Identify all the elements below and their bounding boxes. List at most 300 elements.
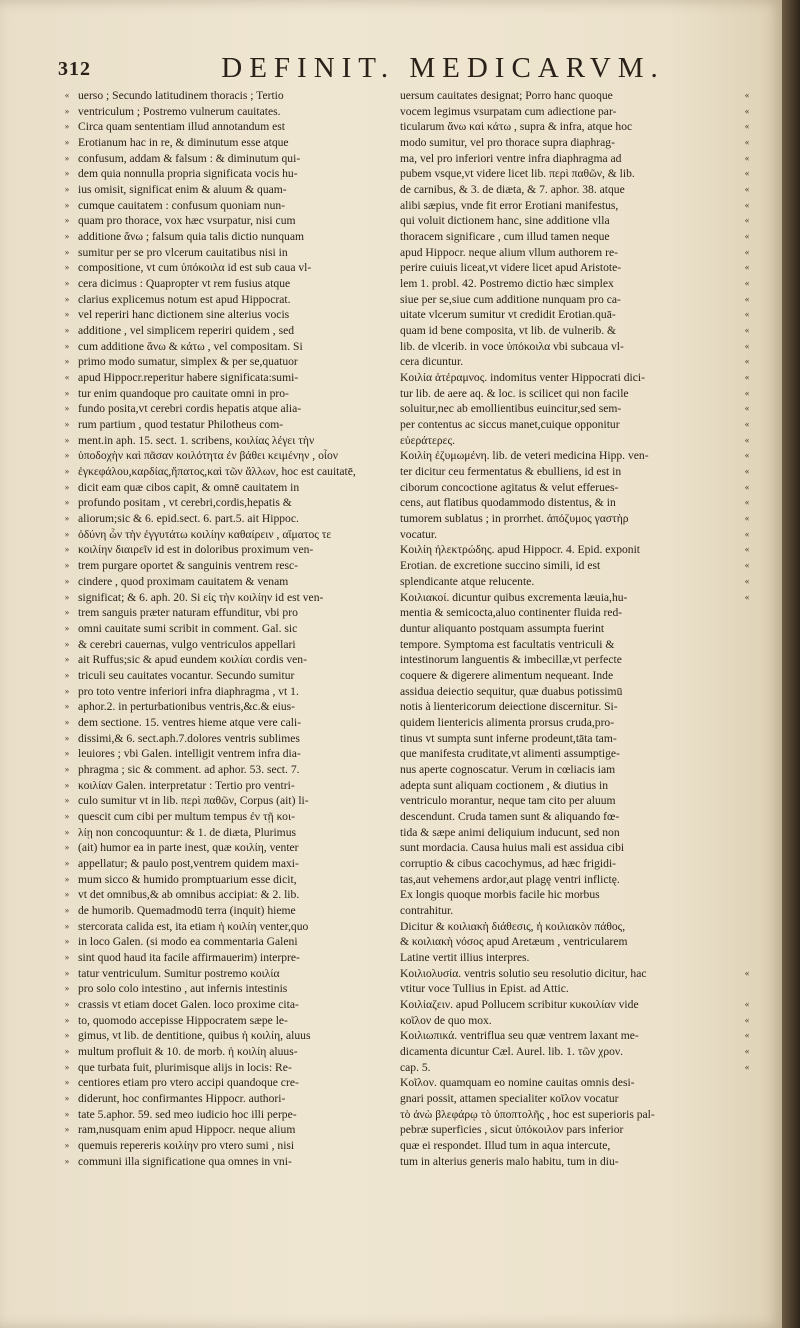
quotation-mark: «: [744, 231, 750, 242]
line-text: Κοιλίαζειν. apud Pollucem scribitur κυκοιλίαν vide: [400, 997, 639, 1011]
quotation-mark: »: [64, 466, 70, 477]
line-text: cera dicuntur.: [400, 355, 464, 369]
line-text: κοιλίην διαιρεῖν id est in doloribus proximum ven-: [78, 543, 314, 557]
right-column-text-line: [398, 574, 754, 590]
right-column-text-line: [398, 229, 754, 245]
quotation-mark: «: [744, 325, 750, 336]
left-column-text-line: [56, 809, 390, 825]
right-column-text-line: [398, 558, 754, 574]
quotation-mark: »: [64, 560, 70, 571]
quotation-mark: »: [64, 137, 70, 148]
line-text: Κοιλιωπικά. ventriflua seu quæ ventrem laxant me-: [400, 1029, 639, 1043]
line-text: soluitur,nec ab emollientibus euincitur,sed sem-: [400, 402, 622, 416]
line-text: cindere , quod proximam cauitatem & venam: [78, 574, 289, 588]
line-text: ma, vel pro inferiori ventre infra diaphragma ad: [400, 151, 622, 165]
quotation-mark: »: [64, 983, 70, 994]
left-column-text-line: [56, 213, 390, 229]
left-column-text-line: [56, 1138, 390, 1154]
quotation-mark: »: [64, 231, 70, 242]
left-column-text-line: [56, 793, 390, 809]
line-text: thoracem significare , cum illud tamen neque: [400, 230, 610, 244]
right-column-text-line: [398, 339, 754, 355]
line-text: ment.in aph. 15. sect. 1. scribens, κοιλίας λέγει τὴν: [78, 433, 315, 447]
line-text: fundo posita,vt cerebri cordis hepatis atque alia-: [78, 402, 302, 416]
quotation-mark: »: [64, 387, 70, 398]
quotation-mark: «: [744, 450, 750, 461]
right-column-text-line: [398, 856, 754, 872]
quotation-mark: »: [64, 105, 70, 116]
right-column-text-line: [398, 276, 754, 292]
line-text: ἐγκεφάλου,καρδίας,ἥπατος,καὶ τῶν ἄλλων, hoc est cauitatē,: [78, 465, 356, 479]
right-column-text-line: [398, 307, 754, 323]
quotation-mark: »: [64, 1045, 70, 1056]
line-text: Ex longis quoque morbis facile hic morbus: [400, 888, 600, 902]
left-column-text-line: [56, 1091, 390, 1107]
line-text: cumque cauitatem : confusum quoniam nun-: [78, 198, 286, 212]
line-text: & cerebri cauernas, vulgo ventriculos appellari: [78, 637, 296, 651]
right-column-text-line: [398, 950, 754, 966]
line-text: tum in alterius generis malo habitu, tum in diu-: [400, 1154, 619, 1168]
left-column-text-line: [56, 856, 390, 872]
quotation-mark: »: [64, 184, 70, 195]
line-text: contrahitur.: [400, 903, 454, 917]
left-column-text-line: [56, 151, 390, 167]
right-column-text-line: [398, 182, 754, 198]
left-column-text-line: [56, 558, 390, 574]
left-column-text-line: [56, 417, 390, 433]
line-text: ventriculo morantur, neque tam cito per aluum: [400, 794, 616, 808]
quotation-mark: »: [64, 591, 70, 602]
book-spine-edge: [782, 0, 800, 1328]
line-text: Dicitur & κοιλιακὴ διάθεσις, ἡ κοιλιακὸν πάθος,: [400, 919, 626, 933]
quotation-mark: «: [744, 1030, 750, 1041]
line-text: apud Hippocr.reperitur habere significata:sumi-: [78, 371, 299, 385]
right-column-text-line: [398, 323, 754, 339]
line-text: to, quomodo accepisse Hippocratem sæpe le-: [78, 1013, 288, 1027]
line-text: intestinorum languentis & imbecillæ,vt perfecte: [400, 653, 622, 667]
quotation-mark: »: [64, 998, 70, 1009]
line-text: Circa quam sententiam illud annotandum est: [78, 120, 286, 134]
line-text: per contentus ac siccus manet,cuique opponitur: [400, 418, 620, 432]
quotation-mark: »: [64, 1014, 70, 1025]
quotation-mark: »: [64, 246, 70, 257]
left-column-text-line: [56, 245, 390, 261]
line-text: ὀδύνη ὧν τὴν ἐγγυτάτω κοιλίην καθαίρειν , αἵματος τε: [78, 527, 332, 541]
right-column-text-line: [398, 1107, 754, 1123]
line-text: sunt mordacia. Causa huius mali est assidua cibi: [400, 841, 625, 855]
right-column-text-line: [398, 872, 754, 888]
left-column-text-line: [56, 182, 390, 198]
right-column-text-line: [398, 919, 754, 935]
line-text: de humorib. Quemadmodū terra (inquit) hieme: [78, 903, 296, 917]
left-column-text-line: [56, 731, 390, 747]
right-column-text-line: [398, 966, 754, 982]
left-column-text-line: [56, 746, 390, 762]
left-column-text-line: [56, 934, 390, 950]
left-column-text-line: [56, 840, 390, 856]
quotation-mark: »: [64, 199, 70, 210]
quotation-mark: »: [64, 262, 70, 273]
quotation-mark: »: [64, 701, 70, 712]
quotation-mark: »: [64, 1030, 70, 1041]
quotation-mark: »: [64, 795, 70, 806]
quotation-mark: «: [744, 340, 750, 351]
line-text: tumorem sublatus ; in prorrhet. ἀπόζυμος γαστὴρ: [400, 512, 629, 526]
line-text: primo modo sumatur, simplex & per se,quatuor: [78, 355, 298, 369]
line-text: tas,aut vehemens ardor,aut plagę ventri inflictę.: [400, 872, 620, 886]
quotation-mark: »: [64, 293, 70, 304]
right-column-text-line: [398, 417, 754, 433]
quotation-mark: »: [64, 669, 70, 680]
line-text: vel reperiri hanc dictionem sine alterius vocis: [78, 308, 290, 322]
left-column-text-line: [56, 574, 390, 590]
quotation-mark: «: [744, 309, 750, 320]
quotation-mark: «: [744, 528, 750, 539]
quotation-mark: »: [64, 325, 70, 336]
left-text-column: [56, 88, 390, 1169]
line-text: significat; & 6. aph. 20. Si εἰς τὴν κοιλίην id est ven-: [78, 590, 324, 604]
quotation-mark: «: [744, 137, 750, 148]
quotation-mark: »: [64, 340, 70, 351]
left-column-text-line: [56, 637, 390, 653]
quotation-mark: »: [64, 419, 70, 430]
quotation-mark: «: [744, 998, 750, 1009]
right-column-text-line: [398, 762, 754, 778]
quotation-mark: »: [64, 842, 70, 853]
left-column-text-line: [56, 104, 390, 120]
line-text: dem sectione. 15. ventres hieme atque vere cali-: [78, 715, 302, 729]
line-text: additione ἄνω ; falsum quia talis dictio nunquam: [78, 230, 304, 244]
left-column-text-line: [56, 1122, 390, 1138]
quotation-mark: »: [64, 889, 70, 900]
left-column-text-line: [56, 1060, 390, 1076]
left-column-text-line: [56, 1044, 390, 1060]
line-text: vocatur.: [400, 527, 438, 541]
left-column-text-line: [56, 1028, 390, 1044]
quotation-mark: »: [64, 763, 70, 774]
line-text: tempore. Symptoma est facultatis ventriculi &: [400, 637, 615, 651]
right-column-text-line: [398, 699, 754, 715]
right-column-text-line: [398, 1091, 754, 1107]
left-column-text-line: [56, 448, 390, 464]
quotation-mark: «: [744, 152, 750, 163]
right-column-text-line: [398, 151, 754, 167]
left-column-text-line: [56, 542, 390, 558]
left-column-text-line: [56, 135, 390, 151]
line-text: descendunt. Cruda tamen sunt & aliquando fœ-: [400, 809, 620, 823]
line-text: ὑποδοχὴν καὶ πᾶσαν κοιλότητα ἐν βάθει κειμένην , οἷον: [78, 449, 339, 463]
quotation-mark: «: [64, 372, 70, 383]
quotation-mark: «: [744, 168, 750, 179]
left-column-text-line: [56, 825, 390, 841]
quotation-mark: »: [64, 779, 70, 790]
left-column-text-line: [56, 668, 390, 684]
right-column-text-line: [398, 981, 754, 997]
quotation-mark: »: [64, 481, 70, 492]
line-text: τὸ ἀνὼ βλεφάρῳ τὸ ὑποπτολῆς , hoc est superioris pal-: [400, 1107, 655, 1121]
line-text: confusum, addam & falsum : & diminutum qui-: [78, 151, 301, 165]
right-column-text-line: [398, 668, 754, 684]
quotation-mark: «: [744, 356, 750, 367]
right-column-text-line: [398, 135, 754, 151]
quotation-mark: »: [64, 528, 70, 539]
quotation-mark: «: [744, 262, 750, 273]
left-column-text-line: [56, 229, 390, 245]
right-column-text-line: [398, 605, 754, 621]
left-column-text-line: [56, 762, 390, 778]
line-text: assidua deiectio sequitur, quæ duabus potissimū: [400, 684, 623, 698]
quotation-mark: »: [64, 936, 70, 947]
line-text: & κοιλιακὴ νόσος apud Aretæum , ventricularem: [400, 935, 628, 949]
right-column-text-line: [398, 119, 754, 135]
page-number: 312: [58, 58, 91, 80]
quotation-mark: «: [744, 246, 750, 257]
line-text: (ait) humor ea in parte inest, quæ κοιλίη, venter: [78, 841, 299, 855]
line-text: εὐεράτερες.: [400, 433, 456, 447]
left-column-text-line: [56, 621, 390, 637]
right-column-text-line: [398, 527, 754, 543]
right-column-text-line: [398, 292, 754, 308]
right-column-text-line: [398, 887, 754, 903]
line-text: omni cauitate sumi scribit in comment. Gal. sic: [78, 621, 298, 635]
quotation-mark: »: [64, 951, 70, 962]
quotation-mark: «: [744, 184, 750, 195]
right-text-column: [398, 88, 754, 1169]
right-column-text-line: [398, 684, 754, 700]
running-title: DEFINIT. MEDICARVM.: [221, 52, 665, 84]
line-text: diderunt, hoc confirmantes Hippocr. authori-: [78, 1092, 286, 1105]
line-text: tinus vt sumpta sunt inferne prodeunt,tāta tam-: [400, 731, 617, 745]
line-text: ait Ruffus;sic & apud eundem κοιλίαι cordis ven-: [78, 653, 307, 667]
quotation-mark: »: [64, 1124, 70, 1135]
left-column-text-line: [56, 590, 390, 606]
quotation-mark: »: [64, 152, 70, 163]
line-text: cum additione ἄνω & κάτω , vel compositam. Si: [78, 339, 303, 353]
quotation-mark: «: [744, 434, 750, 445]
line-text: qui voluit dictionem hanc, sine additione vlla: [400, 214, 610, 228]
line-text: coquere & digerere alimentum nequeant. Inde: [400, 668, 614, 682]
left-column-text-line: [56, 997, 390, 1013]
quotation-mark: «: [744, 575, 750, 586]
right-column-text-line: [398, 621, 754, 637]
line-text: mum sicco & humido promptuarium esse dicit,: [78, 872, 297, 886]
left-column-text-line: [56, 292, 390, 308]
right-column-text-line: [398, 245, 754, 261]
line-text: lem 1. probl. 42. Postremo dictio hæc simplex: [400, 277, 614, 291]
line-text: vt det omnibus,& ab omnibus accipiat: & 2. lib.: [78, 888, 300, 902]
line-text: vocem legimus vsurpatam cum adiectione par-: [400, 104, 617, 118]
quotation-mark: »: [64, 857, 70, 868]
quotation-mark: »: [64, 638, 70, 649]
quotation-mark: «: [744, 513, 750, 524]
line-text: quidem lientericis alimenta prorsus cruda,pro-: [400, 715, 615, 729]
line-text: perire cuiuis liceat,vt videre licet apud Aristote-: [400, 261, 622, 275]
line-text: κοῖλον de quo mox.: [400, 1013, 492, 1027]
line-text: cera dicimus : Quapropter vt rem fusius atque: [78, 277, 291, 291]
quotation-mark: »: [64, 1108, 70, 1119]
line-text: uersum cauitates designat; Porro hanc quoque: [400, 89, 613, 102]
right-column-text-line: [398, 840, 754, 856]
line-text: in loco Galen. (si modo ea commentaria Galeni: [78, 935, 298, 949]
line-text: stercorata calida est, ita etiam ἡ κοιλίη venter,quo: [78, 919, 309, 933]
line-text: mentia & semicocta,aluo continenter fluida red-: [400, 606, 623, 620]
quotation-mark: «: [744, 199, 750, 210]
quotation-mark: »: [64, 513, 70, 524]
quotation-mark: »: [64, 967, 70, 978]
left-column-text-line: [56, 527, 390, 543]
right-column-text-line: [398, 652, 754, 668]
left-column-text-line: [56, 903, 390, 919]
left-column-text-line: [56, 386, 390, 402]
line-text: pebræ superficies , sicut ὑπόκοιλον pars inferior: [400, 1123, 624, 1137]
quotation-mark: »: [64, 873, 70, 884]
line-text: Κοιλίη ἠλεκτρώδης. apud Hippocr. 4. Epid. exponit: [400, 543, 641, 557]
line-text: cap. 5.: [400, 1060, 431, 1074]
left-column-text-line: [56, 950, 390, 966]
left-column-text-line: [56, 872, 390, 888]
left-column-text-line: [56, 652, 390, 668]
line-text: ciborum concoctione agitatus & velut efferues-: [400, 480, 619, 494]
left-column-text-line: [56, 88, 390, 104]
line-text: aliorum;sic & 6. epid.sect. 6. part.5. ait Hippoc.: [78, 512, 299, 526]
right-column-text-line: [398, 104, 754, 120]
line-text: ticularum ἄνω καὶ κάτω , supra & infra, atque hoc: [400, 120, 633, 134]
left-column-text-line: [56, 370, 390, 386]
line-text: quescit cum cibi per multum tempus ἐν τῇ κοι-: [78, 809, 295, 823]
line-text: tate 5.aphor. 59. sed meo iudicio hoc illi perpe-: [78, 1107, 297, 1121]
quotation-mark: «: [744, 1061, 750, 1072]
line-text: de carnibus, & 3. de diæta, & 7. aphor. 38. atque: [400, 183, 625, 197]
line-text: que turbata fuit, plurimisque alijs in locis: Re-: [78, 1060, 292, 1074]
quotation-mark: »: [64, 748, 70, 759]
quotation-mark: »: [64, 716, 70, 727]
quotation-mark: »: [64, 403, 70, 414]
running-head: [58, 52, 768, 86]
left-column-text-line: [56, 401, 390, 417]
line-text: rum partium , quod testatur Philotheus com-: [78, 418, 284, 432]
quotation-mark: »: [64, 904, 70, 915]
quotation-mark: «: [744, 293, 750, 304]
right-column-text-line: [398, 495, 754, 511]
line-text: quam id bene composita, vt lib. de vulnerib. &: [400, 324, 617, 338]
quotation-mark: «: [744, 215, 750, 226]
quotation-mark: «: [744, 967, 750, 978]
line-text: pro solo colo intestino , aut infernis intestinis: [78, 982, 288, 996]
line-text: ius omisit, significat enim & aluum & quam-: [78, 183, 287, 197]
line-text: ventriculum ; Postremo vulnerum cauitates.: [78, 104, 281, 118]
right-column-text-line: [398, 637, 754, 653]
left-column-text-line: [56, 684, 390, 700]
right-column-text-line: [398, 1138, 754, 1154]
right-column-text-line: [398, 511, 754, 527]
right-column-text-line: [398, 464, 754, 480]
right-column-text-line: [398, 370, 754, 386]
right-column-text-line: [398, 354, 754, 370]
quotation-mark: «: [744, 497, 750, 508]
line-text: lib. de vlcerib. in voce ὑπόκοιλα vbi subcaua vl-: [400, 339, 624, 353]
quotation-mark: «: [744, 105, 750, 116]
line-text: trem sanguis præter naturam effunditur, vbi pro: [78, 606, 298, 620]
line-text: κοιλίαν Galen. interpretatur : Tertio pro ventri-: [78, 778, 295, 792]
right-column-text-line: [398, 166, 754, 182]
line-text: phragma ; sic & comment. ad aphor. 53. sect. 7.: [78, 762, 300, 776]
line-text: ram,nusquam enim apud Hippocr. neque alium: [78, 1123, 296, 1137]
quotation-mark: «: [744, 387, 750, 398]
line-text: Κοιλιολυσία. ventris solutio seu resolutio dicitur, hac: [400, 966, 647, 980]
line-text: quam pro thorace, vox hæc vsurpatur, nisi cum: [78, 214, 296, 228]
left-column-text-line: [56, 511, 390, 527]
quotation-mark: «: [744, 419, 750, 430]
right-column-text-line: [398, 793, 754, 809]
line-text: siue per se,siue cum additione nunquam pro ca-: [400, 292, 621, 306]
quotation-mark: »: [64, 544, 70, 555]
line-text: tatur ventriculum. Sumitur postremo κοιλία: [78, 966, 280, 980]
line-text: triculi seu cauitates vocantur. Secundo sumitur: [78, 668, 295, 682]
left-column-text-line: [56, 1013, 390, 1029]
line-text: pubem vsque,vt videre licet lib. περὶ παθῶν, & lib.: [400, 167, 635, 181]
left-column-text-line: [56, 480, 390, 496]
quotation-mark: »: [64, 434, 70, 445]
quotation-mark: »: [64, 215, 70, 226]
quotation-mark: «: [744, 90, 750, 100]
quotation-mark: »: [64, 810, 70, 821]
line-text: quæ ei respondet. Illud tum in aqua intercute,: [400, 1139, 611, 1153]
quotation-mark: »: [64, 607, 70, 618]
left-column-text-line: [56, 715, 390, 731]
line-text: clarius explicemus notum est apud Hippocrat.: [78, 292, 291, 306]
left-column-text-line: [56, 605, 390, 621]
right-column-text-line: [398, 1075, 754, 1091]
line-text: nus aperte cognoscatur. Verum in cœliacis iam: [400, 762, 616, 776]
quotation-mark: «: [744, 1045, 750, 1056]
quotation-mark: »: [64, 622, 70, 633]
line-text: dicamenta dicuntur Cæl. Aurel. lib. 1. τῶν χρον.: [400, 1044, 624, 1058]
right-column-text-line: [398, 715, 754, 731]
left-column-text-line: [56, 495, 390, 511]
quotation-mark: »: [64, 920, 70, 931]
quotation-mark: »: [64, 685, 70, 696]
line-text: Κοιλίη ἐζυμωμένη. lib. de veteri medicina Hipp. ven-: [400, 449, 649, 463]
left-column-text-line: [56, 198, 390, 214]
quotation-mark: »: [64, 1061, 70, 1072]
right-column-text-line: [398, 1060, 754, 1076]
quotation-mark: »: [64, 1155, 70, 1166]
quotation-mark: «: [744, 278, 750, 289]
quotation-mark: »: [64, 121, 70, 132]
left-column-text-line: [56, 778, 390, 794]
line-text: vtitur voce Tullius in Epist. ad Attic.: [400, 982, 569, 996]
left-column-text-line: [56, 1154, 390, 1170]
line-text: tida & sæpe animi deliquium inducunt, sed non: [400, 825, 620, 839]
left-column-text-line: [56, 323, 390, 339]
quotation-mark: »: [64, 1140, 70, 1151]
line-text: Κοιλιακοί. dicuntur quibus excrementa læuia,hu-: [400, 590, 628, 604]
line-text: additione , vel simplicem reperiri quidem , sed: [78, 324, 295, 338]
right-column-text-line: [398, 731, 754, 747]
quotation-mark: »: [64, 168, 70, 179]
line-text: cens, aut flatibus quodammodo distentus, & in: [400, 496, 616, 510]
quotation-mark: «: [744, 121, 750, 132]
right-column-text-line: [398, 1028, 754, 1044]
left-column-text-line: [56, 1107, 390, 1123]
quotation-mark: «: [744, 372, 750, 383]
left-column-text-line: [56, 966, 390, 982]
left-column-text-line: [56, 981, 390, 997]
left-column-text-line: [56, 276, 390, 292]
line-text: corruptio & cibus cacochymus, ad hæc frigidi-: [400, 856, 617, 870]
left-column-text-line: [56, 433, 390, 449]
left-column-text-line: [56, 919, 390, 935]
